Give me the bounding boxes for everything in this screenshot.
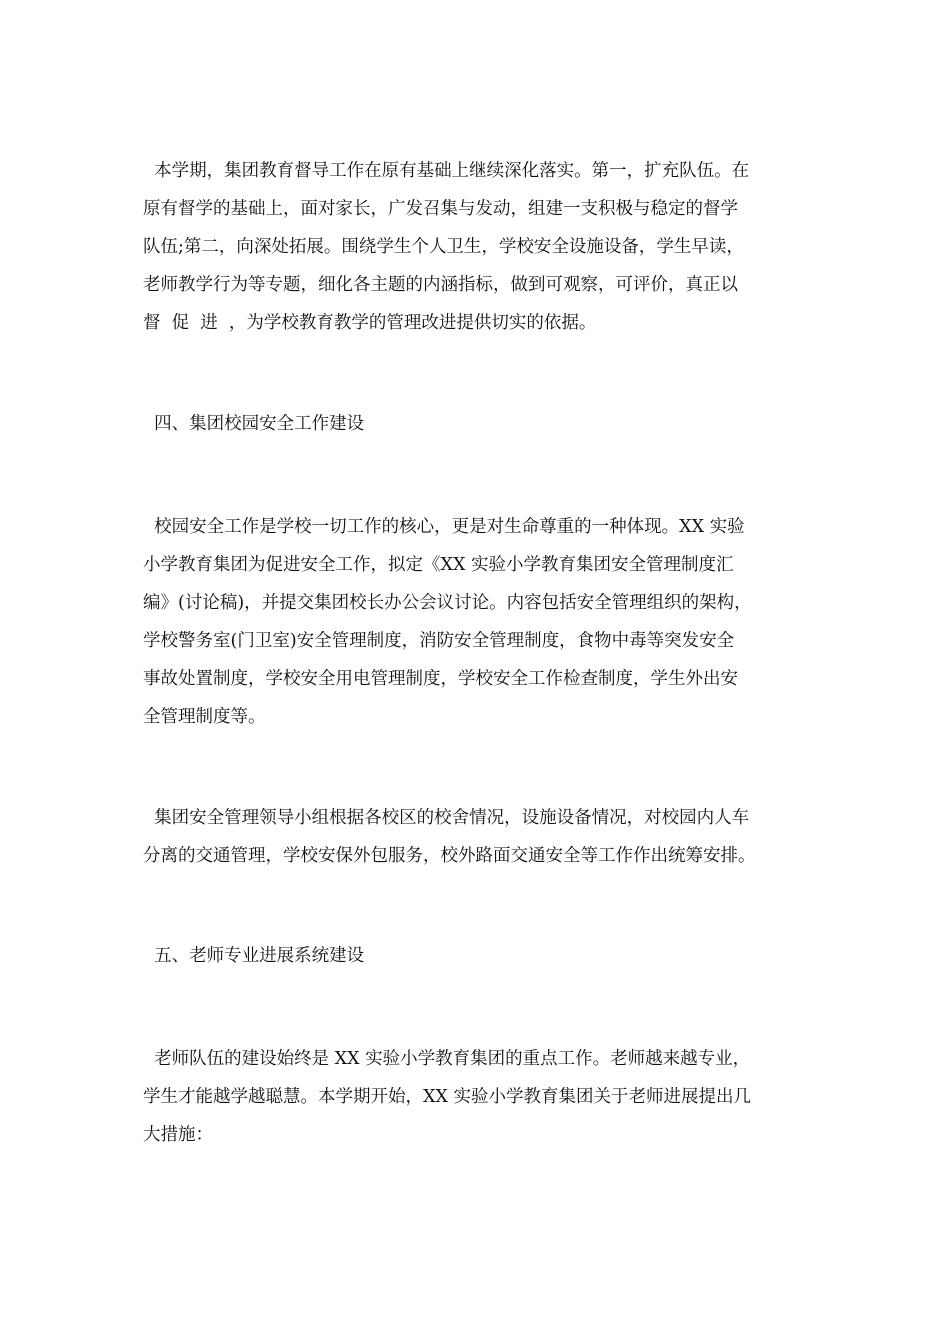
text-line: 事故处置制度，学校安全用电管理制度，学校安全工作检查制度，学生外出安	[143, 669, 738, 689]
paragraph-campus-safety	[143, 508, 810, 736]
text-line: 老师队伍的建设始终是 XX 实验小学教育集团的重点工作。老师越来越专业，	[143, 1049, 751, 1069]
text-line: 督 促 进 ，为学校教育教学的管理改进提供切实的依据。	[143, 313, 597, 333]
heading-text: 四、集团校园安全工作建设	[143, 414, 365, 434]
text-line: 学生才能越学越聪慧。本学期开始，XX 实验小学教育集团关于老师进展提出几	[143, 1087, 751, 1107]
text-line: 集团安全管理领导小组根据各校区的校舍情况，设施设备情况，对校园内人车	[143, 808, 750, 828]
text-line: 校园安全工作是学校一切工作的核心，更是对生命尊重的一种体现。XX 实验	[143, 517, 745, 537]
text-line: 编》(讨论稿)，并提交集团校长办公会议讨论。内容包括安全管理组织的架构，	[143, 593, 752, 613]
paragraph-teacher-development	[143, 1040, 810, 1154]
text-line: 队伍;第二，向深处拓展。围绕学生个人卫生，学校安全设施设备，学生早读，	[143, 237, 744, 257]
paragraph-safety-leadership	[143, 799, 810, 875]
text-line: 原有督学的基础上，面对家长，广发召集与发动，组建一支积极与稳定的督学	[143, 199, 738, 219]
heading-text: 五、老师专业进展系统建设	[143, 946, 365, 966]
text-line: 学校警务室(门卫室)安全管理制度，消防安全管理制度，食物中毒等突发安全	[143, 631, 735, 651]
text-line: 小学教育集团为促进安全工作，拟定《XX 实验小学教育集团安全管理制度汇	[143, 555, 734, 575]
section-heading-5	[143, 937, 810, 975]
paragraph-education-supervision	[143, 152, 810, 342]
text-line: 本学期，集团教育督导工作在原有基础上继续深化落实。第一，扩充队伍。在	[143, 161, 750, 181]
text-line: 老师教学行为等专题，细化各主题的内涵指标，做到可观察，可评价，真正以	[143, 275, 738, 295]
text-line: 全管理制度等。	[143, 707, 266, 727]
text-line: 分离的交通管理，学校安保外包服务，校外路面交通安全等工作作出统筹安排。	[143, 846, 756, 866]
text-line: 大措施：	[143, 1125, 213, 1145]
section-heading-4	[143, 405, 810, 443]
